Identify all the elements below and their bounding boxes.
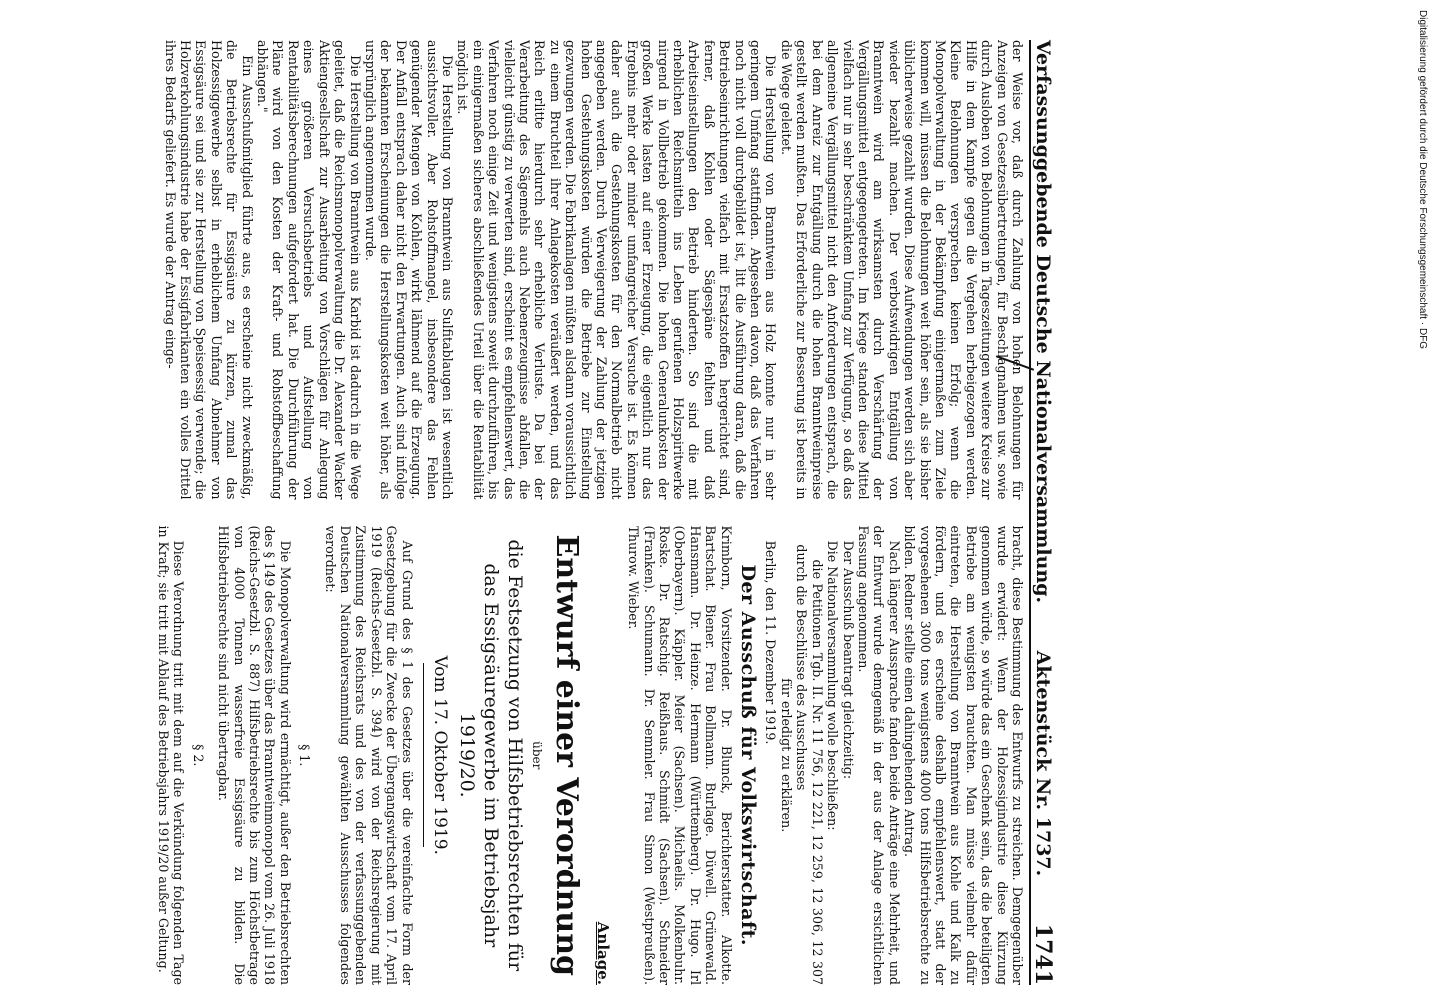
paragraph: die Petitionen Tgb. II. Nr. 11 756, 12 221, 12 259, 12 306, 12 307 durch die Beschlüsse des Ausschusses: [794, 544, 825, 985]
section-2-text: Diese Verordnung tritt mit dem auf die Verkündung folgenden Tage in Kraft; sie tritt mit Ablauf des Betriebsjahrs 1919/20 außer Geltung.: [155, 525, 187, 985]
paragraph: Die Herstellung von Branntwein aus Sulfitablaugen ist wesentlich aussichtsvoller. Aber Rohstoffmangel, insbesondere das Fehlen genügender Mengen von Kohlen, wirkt lähmend auf die Erzeugung. Der Anfall entsprach daher nicht den Erwartungen. Auch sind infolge der bekannten Erscheinungen die Herstellungskosten weit höher, als ursprünglich angenommen wurde.: [362, 40, 455, 500]
header-document-number: Aktenstück Nr. 1737.: [1032, 650, 1055, 877]
paragraph: Nach längerer Aussprache fanden beide Anträge eine Mehrheit, und der Entwurf wurde demgemäß in der aus der Anlage ersichtlichen Fassung angenommen.: [855, 525, 902, 985]
ordinance-date: Vom 17. Oktober 1919.: [430, 655, 451, 855]
column-right: [0, 526, 1025, 986]
paragraph: Die Herstellung von Branntwein aus Holz konnte nur in sehr geringem Umfang stattfinden. Abgesehen davon, daß das Verfahren noch nicht voll durchgebildet ist, litt die Ausführung daran, daß die Betriebseinrichtungen vielfach mit Ersatzstoffen hergerichtet sind, ferner, daß Kohlen oder Sägespäne fehlten und daß Arbeitseinstellungen den Betrieb hinderten. So sind die mit erheblichen Reichsmitteln ins Leben gerufenen Holzspiritwerke nirgend in Vollbetrieb gekommen. Die hohen Generalunkosten der großen Werke lasten auf einer Erzeugung, die eigentlich nur das Ergebnis mehr oder minder umfangreicher Versuche ist. Es können daher auch die Gestehungskosten für den Normalbetrieb nicht angegeben werden. Durch Verweigerung der Zahlung der jetzigen hohen Gestehungskosten würden die Betriebe zur Einstellung gezwungen werden. Die Fabrikanlagen müßten alsdann voraussichtlich zu einem Bruchteil ihrer Anlagekosten veräußert werden, und das Reich erlitte hierdurch sehr erhebliche Verluste. Da bei der Verarbeitung des Sägemehls auch Nebenerzeugnisse abfallen, die vielleicht günstig zu verwerten sind, erscheint es empfehlenswert, das Verfahren noch einige Zeit und wenigstens soweit durchzuführen, bis ein einigermaßen sicheres abschließendes Urteil über die Rentabilität möglich ist.: [455, 40, 779, 500]
section-heading-2: § 2.: [190, 744, 206, 767]
rotated-page-content: [0, 40, 1075, 985]
divider: [423, 663, 424, 847]
column-left: [0, 40, 1025, 500]
header-publication: Verfassunggebende Deutsche Nationalversammlung.: [1032, 40, 1055, 604]
section-heading-1: § 1.: [297, 744, 313, 767]
committee-heading: Der Ausschuß für Volkswirtschaft.: [737, 564, 760, 947]
paragraph: Der Ausschuß beantragt gleichzeitig:: [840, 540, 856, 780]
committee-members: Krimborn, Vorsitzender. Dr. Blunck, Berichterstatter. Alkotte. Bartschat. Biener. Frau Bollmann. Burlage. Düwell. Grünewald. Hansmann. Dr. Heinze. Hermann (Württemberg). Dr. Hugo. Irl (Oberbayern). Käppler. Meier (Sachsen). Michaelis. Molkenbuhr. Roske. Dr. Ratschig. Reißhaus. Schmidt (Sachsen). Schneider (Franken). Schumann. Dr. Semmler. Frau Simon (Westpreußen). Thurow. Wieber.: [626, 525, 734, 985]
title-connector: über: [530, 741, 545, 770]
digitization-note: [1416, 10, 1430, 990]
paragraph: Die Herstellung von Branntwein aus Karbid ist dadurch in die Wege geleitet, daß die Reichsmonopolverwaltung die Dr. Alexander Wacker Aktiengesellschaft zur Ausarbeitung von Vorschlägen für Anlegung eines größeren Versuchsbetriebs und Aufstellung von Rentabilitätsberechnungen aufgefordert hat. Die Durchführung der Pläne wird von den Kosten der Kraft- und Rohstoffbeschaffung abhängen.": [255, 40, 363, 500]
paragraph: für erledigt zu erklären.: [778, 678, 794, 833]
page-header: [1029, 40, 1075, 985]
text-columns: [0, 40, 1025, 985]
paragraph: Die Nationalversammlung wolle beschließen:: [825, 540, 841, 831]
draft-title: Entwurf einer Verordnung: [549, 534, 585, 977]
ordinance-subject: die Festsetzung von Hilfsbetriebsrechten für das Essigsäuregewerbe im Betriebsjahr 1919/20.: [456, 539, 527, 972]
digitization-note-text: Digitalisierung gefördert durch die Deutsche Forschungsgemeinschaft · DFG: [1417, 10, 1428, 350]
page-number: 1741: [1030, 923, 1057, 985]
paragraph: bracht, diese Bestimmung des Entwurfs zu streichen. Demgegenüber wurde erwidert: Wenn der Holzessigindustrie diese Kürzung genommen würde, so würde das ein Geschenk sein, das die beteiligten Betriebe am wenigsten brauchten. Man müsse vielmehr dafür eintreten, die Herstellung von Branntwein aus Kohle und Kalk zu fördern, und es erscheine deshalb empfehlenswert, statt der vorgesehenen 3000 tons wenigstens 4000 tons Hilfsbetriebsrechte zu bilden. Redner stellte einen dahingehenden Antrag.: [902, 525, 1025, 985]
paragraph: Ein Ausschußmitglied führte aus, es erscheine nicht zweckmäßig, die Betriebsrechte für Essigsäure zu kürzen, zumal das Holzessiggewerbe selbst in erheblichem Umfang Abnehmer von Essigsäure sei und sie zur Herstellung von Speiseessig verwende; die Holzverkohlungsindustrie habe der Essigfabrikanten ein volles Drittel ihres Bedarfs geliefert. Es wurde der Antrag einge-: [162, 40, 255, 500]
preamble: Auf Grund des § 1 des Gesetzes über die vereinfachte Form der Gesetzgebung für die Zwecke der Übergangswirtschaft vom 17. April 1919 (Reichs-Gesetzbl. S. 394) wird von der Reichsregierung mit Zustimmung des Reichsrats und des von der verfassunggebenden Deutschen Nationalversammlung gewählten Ausschusses folgendes verordnet:: [322, 525, 415, 985]
annex-label: Anlage.: [593, 921, 612, 985]
place-date: Berlin, den 11. Dezember 1919.: [763, 540, 779, 745]
paragraph: der Weise vor, daß durch Zahlung von hohen Belohnungen für Anzeigen von Gesetzesübertretungen, für Beschlagnahmen usw. sowie durch Ausloben von Belohnungen in Tageszeitungen weitere Kreise zur Hilfe in dem Kampfe gegen die Vergehen herbeigezogen werden. Kleine Belohnungen versprechen keinen Erfolg; wenn die Monopolverwaltung in der Bekämpfung einigermaßen zum Ziele kommen will, müssen die Belohnungen weit höher sein, als sie bisher üblicherweise gezahlt wurden. Diese Aufwendungen werden sich aber wieder bezahlt machen. Der verbotswidrigen Entgällung von Branntwein wird am wirksamsten durch Verschärfung der Vergällungsmittel entgegengetreten. Im Kriege standen diese Mittel vielfach nur in sehr beschränktem Umfang zur Verfügung, so daß das allgemeine Vergällungsmittel nicht den Anforderungen entsprach, die bei dem Anreiz zur Entgällung durch die hohen Branntweinpreise gestellt werden mußten. Das Erforderliche zur Besserung ist bereits in die Wege geleitet.: [778, 40, 1025, 500]
section-1-text: Die Monopolverwaltung wird ermächtigt, außer den Betriebsrechten des § 149 des Gesetzes über das Branntweinmonopol vom 26. Juli 1918 (Reichs-Gesetzbl. S. 887) Hilfsbetriebsrechte bis zum Höchstbetrage von 4000 Tonnen wasserfreie Essigsäure zu bilden. Die Hilfsbetriebsrechte sind nicht übertragbar.: [216, 525, 293, 985]
